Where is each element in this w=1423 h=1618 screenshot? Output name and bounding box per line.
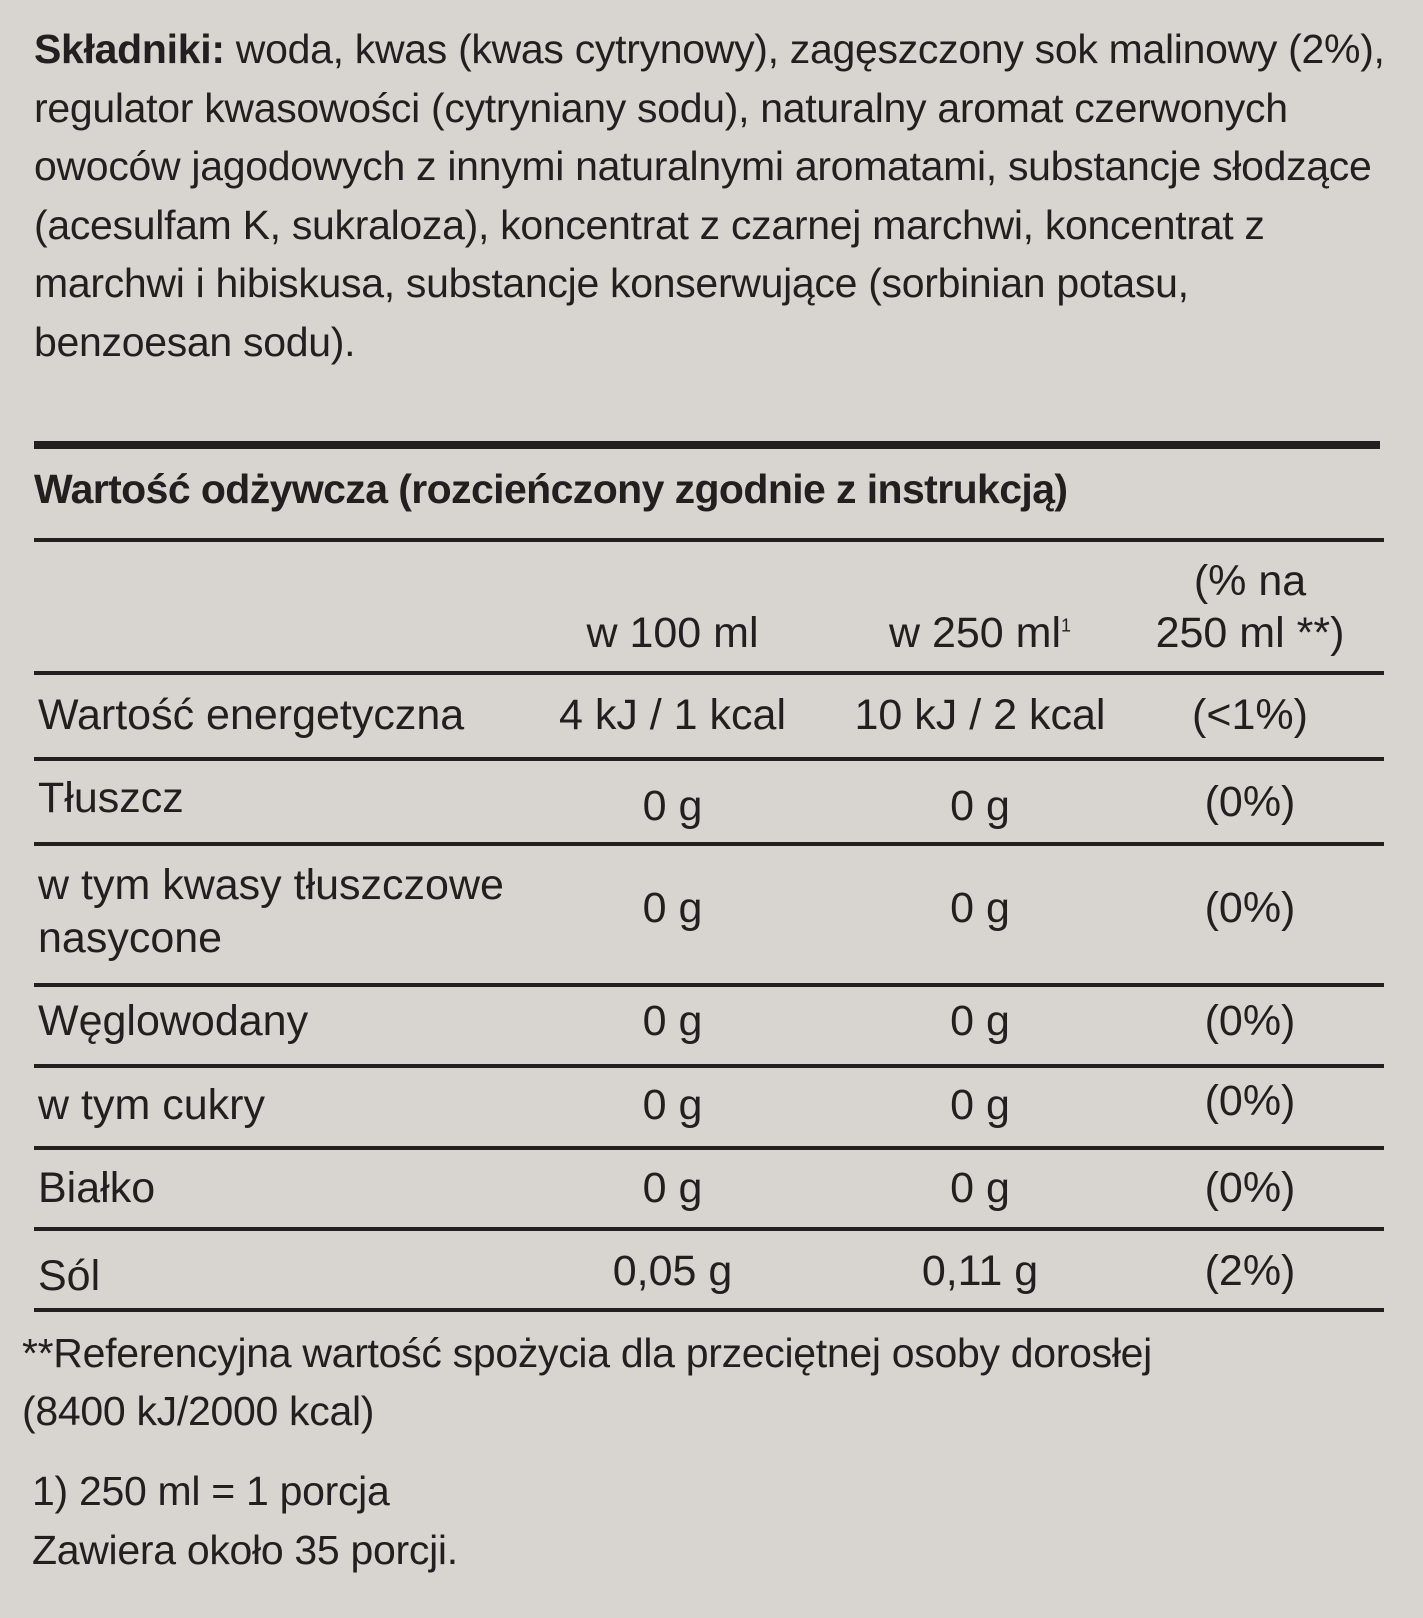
nutrition-title: Wartość odżywcza (rozcieńczony zgodnie z instrukcją) xyxy=(34,466,1068,512)
header-footnote-marker: 1 xyxy=(1061,615,1072,636)
row-percent: (0%) xyxy=(1204,778,1296,826)
footnote-reference-line2: (8400 kJ/2000 kcal) xyxy=(22,1388,375,1434)
header-percent xyxy=(1120,555,1380,659)
row-per100: 0,05 g xyxy=(612,1247,733,1295)
row-per250: 0 g xyxy=(950,1164,1010,1212)
row-per100: 4 kJ / 1 kcal xyxy=(558,691,787,739)
row-rule xyxy=(34,983,1384,987)
row-percent: (<1%) xyxy=(1192,691,1308,739)
header-percent-line2: 250 ml **) xyxy=(1155,609,1345,657)
footnote-reference-line1: **Referencyjna wartość spożycia dla przeciętnej osoby dorosłej xyxy=(22,1330,1152,1376)
row-rule xyxy=(34,1146,1384,1150)
header-rule xyxy=(34,671,1384,675)
row-per100: 0 g xyxy=(642,1081,703,1129)
row-name: Węglowodany xyxy=(38,997,309,1045)
row-percent: (2%) xyxy=(1204,1247,1296,1295)
row-rule xyxy=(34,1227,1384,1231)
row-name: w tym cukry xyxy=(38,1081,265,1129)
row-percent: (0%) xyxy=(1204,1164,1296,1212)
row-rule xyxy=(34,1064,1384,1068)
row-percent: (0%) xyxy=(1204,1077,1296,1125)
row-percent: (0%) xyxy=(1204,884,1296,932)
row-rule xyxy=(34,842,1384,846)
row-name-line2: nasycone xyxy=(38,914,223,962)
header-per-100ml: w 100 ml xyxy=(586,609,759,657)
table-top-rule xyxy=(34,538,1384,542)
footnote-servings: Zawiera około 35 porcji. xyxy=(32,1527,458,1573)
row-percent: (0%) xyxy=(1204,997,1296,1045)
header-percent-line1: (% na xyxy=(1193,557,1307,605)
row-per250: 0 g xyxy=(950,997,1010,1045)
row-per100: 0 g xyxy=(642,1164,703,1212)
row-per100: 0 g xyxy=(642,884,703,932)
row-per250: 0,11 g xyxy=(921,1247,1039,1295)
row-per100: 0 g xyxy=(642,782,703,830)
row-per250: 10 kJ / 2 kcal xyxy=(854,691,1106,739)
ingredients-lead: Składniki: xyxy=(34,26,225,72)
row-name: Sól xyxy=(38,1252,101,1300)
header-per-250ml xyxy=(800,607,1160,659)
section-divider xyxy=(34,441,1380,449)
ingredients-text: woda, kwas (kwas cytrynowy), zagęszczony sok malinowy (2%), regulator kwasowości (cytryniany sodu), naturalny aromat czerwonych owoców jagodowych z innymi naturalnymi aromatami, substancje słodzące (acesulfam K, sukraloza), koncentrat z czarnej marchwi, koncentrat z marchwi i hibiskusa, substancje konserwujące (sorbinian potasu, benzoesan sodu). xyxy=(34,26,1385,365)
row-name: Tłuszcz xyxy=(38,774,184,822)
row-per100: 0 g xyxy=(642,997,703,1045)
header-per-250ml-label: w 250 ml xyxy=(888,609,1062,657)
row-name-line1: w tym kwasy tłuszczowe xyxy=(38,861,504,909)
row-per250: 0 g xyxy=(950,1081,1010,1129)
row-name: Białko xyxy=(38,1164,156,1212)
row-per250: 0 g xyxy=(950,782,1010,830)
row-rule xyxy=(34,757,1384,761)
table-bottom-rule xyxy=(34,1308,1384,1312)
row-per250: 0 g xyxy=(950,884,1010,932)
ingredients-paragraph xyxy=(34,20,1394,371)
row-name: Wartość energetyczna xyxy=(38,691,465,739)
footnote-portion: 1) 250 ml = 1 porcja xyxy=(32,1468,390,1514)
